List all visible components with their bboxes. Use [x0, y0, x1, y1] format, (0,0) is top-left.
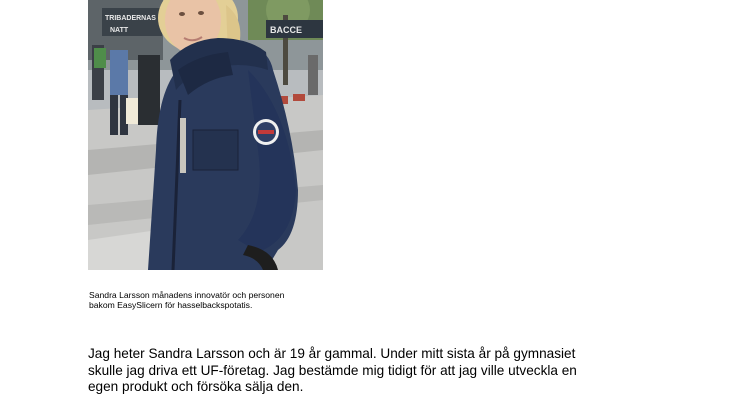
caption-line-1: Sandra Larsson månadens innovatör och personen [89, 290, 285, 300]
caption-line-2: bakom EasySlicern för hasselbackspotatis. [89, 300, 253, 310]
body-paragraph [88, 346, 688, 396]
body-line-3: egen produkt och försöka sälja den. [88, 379, 304, 394]
body-line-1: Jag heter Sandra Larsson och är 19 år gammal. Under mitt sista år på gymnasiet [88, 346, 576, 361]
store-sign: BACCE [270, 25, 303, 35]
sign-text: TRIBADERNAS [105, 15, 156, 22]
portrait-photo [88, 0, 323, 270]
photo-caption [89, 290, 339, 310]
body-line-2: skulle jag driva ett UF-företag. Jag bestämde mig tidigt för att jag ville utveckla en [88, 362, 577, 378]
sign-text-2: NATT [110, 27, 129, 34]
